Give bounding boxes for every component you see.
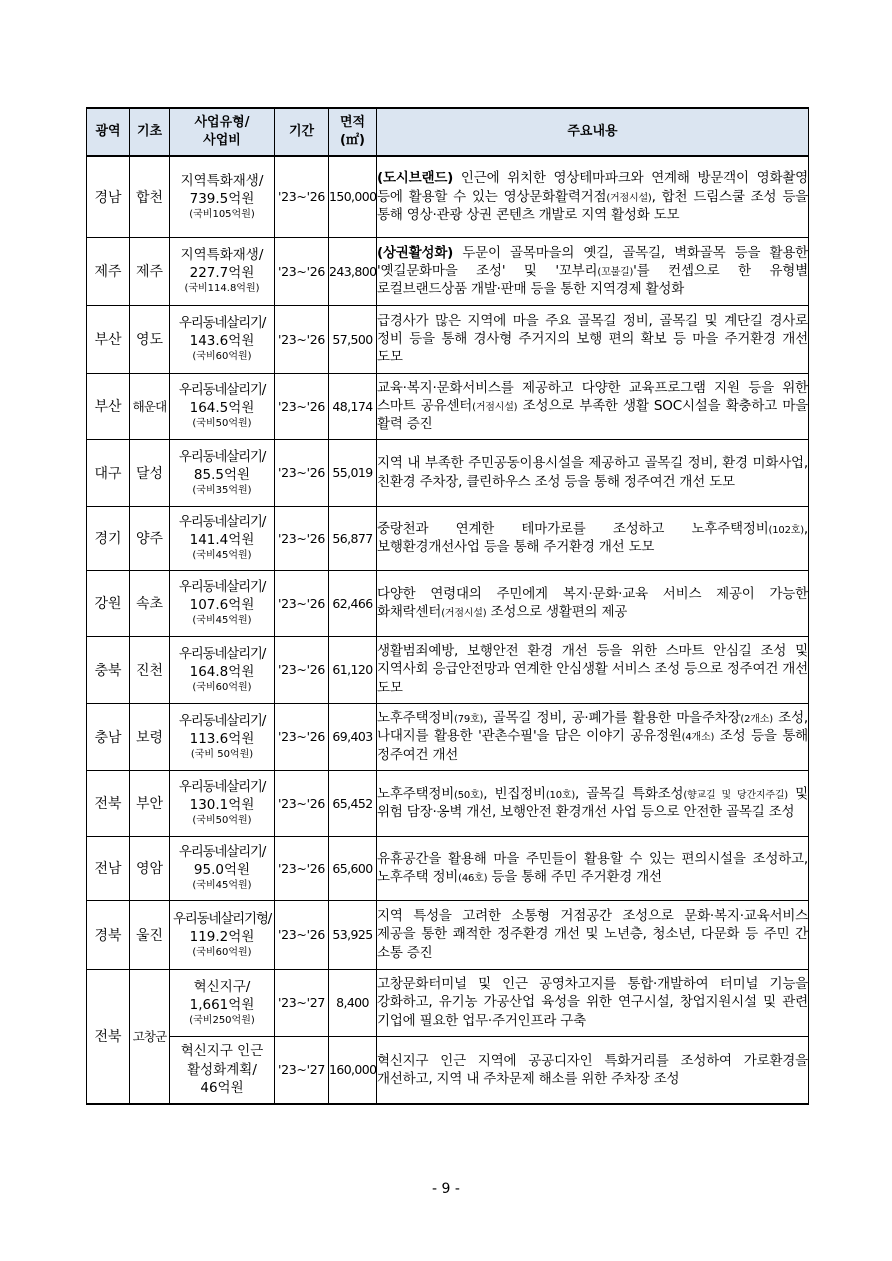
content-cell bbox=[377, 770, 809, 836]
type-label: 우리동네살리기/ bbox=[178, 712, 266, 729]
content-text: 두문이 골목마을의 옛길, 골목길, 벽화골목 등을 활용한 '옛길문화마을 조성' 및 '꼬부리 bbox=[377, 244, 808, 279]
local-cell: 제주 bbox=[130, 237, 170, 305]
type-label: 우리동네살리기/ bbox=[178, 579, 266, 596]
type-cell bbox=[170, 373, 275, 439]
content-text: 다양한 연령대의 주민에게 복지·문화·교육 서비스 제공이 가능한 화채락센터 bbox=[377, 585, 808, 620]
type-cell bbox=[170, 770, 275, 836]
content-cell bbox=[377, 156, 809, 237]
content-text: 교육·복지·문화서비스를 제공하고 다양한 교육프로그램 지원 등을 위한 스마트 공유센터 bbox=[377, 379, 808, 414]
cost-label: 1,661억원 bbox=[189, 996, 255, 1013]
local-cell: 울진 bbox=[130, 900, 170, 969]
period-cell: '23~'26 bbox=[275, 770, 329, 836]
period-cell: '23~'27 bbox=[275, 969, 329, 1036]
local-cell: 속초 bbox=[130, 570, 170, 636]
cost-label: 141.4억원 bbox=[189, 532, 255, 549]
type-label: 우리동네살리기/ bbox=[178, 779, 266, 796]
content-text: 급경사가 많은 지역에 마을 주요 골목길 정비, 골목길 및 계단길 경사로 정비 등을 통해 경사형 주거지의 보행 편의 확보 등 마을 주거환경 개선 도모 bbox=[377, 312, 808, 366]
content-text: 생활범죄예방, 보행안전 환경 개선 등을 위한 스마트 안심길 조성 및 지역사회 응급안전망과 연계한 안심생활 서비스 조성 등으로 정주여건 개선 도모 bbox=[377, 643, 808, 696]
area-cell: 56,877 bbox=[329, 506, 377, 570]
national-label: (국비 50억원) bbox=[190, 748, 254, 760]
type-cell bbox=[170, 305, 275, 373]
national-label: (국비60억원) bbox=[192, 351, 252, 363]
cost-label: 85.5억원 bbox=[193, 466, 251, 483]
header-period: 기간 bbox=[275, 108, 329, 156]
content-cell: 혁신지구 인근 지역에 공공디자인 특화거리를 조성하여 가로환경을 개선하고, 지역 내 주차문제 해소를 위한 주차장 조성 bbox=[377, 1036, 809, 1104]
period-cell: '23~'26 bbox=[275, 703, 329, 770]
local-cell: 영도 bbox=[130, 305, 170, 373]
region-cell: 부산 bbox=[87, 373, 130, 439]
content-text: 및 위험 담장·옹벽 개선, 보행안전 환경개선 사업 등으로 안전한 골목길 조성 bbox=[377, 785, 808, 820]
type-label: 우리동네살리기/ bbox=[178, 645, 266, 662]
content-text: 지역 내 부족한 주민공동이용시설을 제공하고 골목길 정비, 환경 미화사업, 친환경 주차장, 클린하우스 조성 등을 통해 정주여건 개선 도모 bbox=[377, 455, 808, 490]
local-cell: 달성 bbox=[130, 439, 170, 506]
area-cell: 65,452 bbox=[329, 770, 377, 836]
content-note: (50호) bbox=[454, 789, 484, 801]
type-cell bbox=[170, 900, 275, 969]
area-cell: 150,000 bbox=[329, 156, 377, 237]
header-region: 광역 bbox=[87, 108, 130, 156]
table-row bbox=[87, 770, 809, 836]
table-row bbox=[87, 373, 809, 439]
table-row bbox=[87, 237, 809, 305]
content-text: 노후주택정비 bbox=[377, 710, 455, 727]
region-cell: 대구 bbox=[87, 439, 130, 506]
cost-label: 227.7억원 bbox=[189, 265, 255, 282]
type-label: 우리동네살리기/ bbox=[178, 514, 266, 531]
cost-label: 130.1억원 bbox=[189, 797, 255, 814]
type-cell bbox=[170, 506, 275, 570]
table-row bbox=[87, 1036, 809, 1104]
type-label: 우리동네살리기형/ bbox=[172, 910, 272, 927]
content-text: 지역 특성을 고려한 소통형 거점공간 조성으로 문화·복지·교육서비스 제공을 통한 쾌적한 정주환경 개선 및 노년층, 청소년, 다문화 등 주민 간 소통 증진 bbox=[377, 908, 808, 961]
content-text: , 빈집정비 bbox=[483, 785, 546, 802]
content-text: 중랑천과 연계한 테마가로를 조성하고 노후주택정비 bbox=[377, 520, 769, 537]
content-note: (102호) bbox=[768, 524, 804, 536]
table-header-row bbox=[87, 108, 809, 156]
local-cell: 해운대 bbox=[130, 373, 170, 439]
type-label: 혁신지구 인근 bbox=[180, 1043, 264, 1060]
region-cell: 전남 bbox=[87, 836, 130, 900]
table-row bbox=[87, 703, 809, 770]
cost-label: 107.6억원 bbox=[189, 597, 255, 614]
table-row bbox=[87, 836, 809, 900]
content-note: (4개소) bbox=[681, 732, 715, 744]
national-label: (국비45억원) bbox=[192, 880, 252, 892]
table-row bbox=[87, 305, 809, 373]
type-label: 우리동네살리기/ bbox=[178, 844, 266, 861]
content-cell bbox=[377, 570, 809, 636]
page-number: - 9 - bbox=[432, 1181, 460, 1197]
period-cell: '23~'26 bbox=[275, 900, 329, 969]
national-label: (국비50억원) bbox=[192, 418, 252, 430]
content-text: , 골목길 특화조성 bbox=[575, 785, 684, 802]
content-cell: 고창문화터미널 및 인근 공영차고지를 통합·개발하여 터미널 기능을 강화하고, 유기농 가공산업 육성을 위한 연구시설, 창업지원시설 및 관련 기업에 필요한 업무·주거인프라 구축 bbox=[377, 969, 809, 1036]
project-table bbox=[86, 107, 809, 1105]
area-cell: 65,600 bbox=[329, 836, 377, 900]
content-cell bbox=[377, 237, 809, 305]
type-cell bbox=[170, 570, 275, 636]
local-cell: 합천 bbox=[130, 156, 170, 237]
local-cell: 보령 bbox=[130, 703, 170, 770]
local-cell: 영암 bbox=[130, 836, 170, 900]
national-label: (국비105억원) bbox=[189, 209, 255, 221]
content-text: 조성 등을 통해 정주여건 개선 bbox=[377, 728, 809, 763]
local-cell: 부안 bbox=[130, 770, 170, 836]
period-cell: '23~'26 bbox=[275, 836, 329, 900]
table-row bbox=[87, 900, 809, 969]
content-note: (향교길 및 당간지주길) bbox=[683, 789, 788, 801]
type-label: 우리동네살리기/ bbox=[178, 382, 266, 399]
type-cell bbox=[170, 703, 275, 770]
area-cell: 53,925 bbox=[329, 900, 377, 969]
cost-label: 164.5억원 bbox=[189, 400, 255, 417]
type-cell bbox=[170, 969, 275, 1036]
type-label: 우리동네살리기/ bbox=[178, 448, 266, 465]
content-cell bbox=[377, 439, 809, 506]
content-text: , 합천 드림스쿨 조성 등을 통해 영상·관광 상권 콘텐츠 개발로 지역 활성화 도모 bbox=[377, 188, 808, 223]
content-cell bbox=[377, 636, 809, 703]
content-cell bbox=[377, 506, 809, 570]
cost-label: 164.8억원 bbox=[189, 663, 255, 680]
content-cell bbox=[377, 373, 809, 439]
region-cell: 제주 bbox=[87, 237, 130, 305]
area-cell: 8,400 bbox=[329, 969, 377, 1036]
table-row bbox=[87, 636, 809, 703]
cost-label: 739.5억원 bbox=[189, 191, 255, 207]
content-text: 등을 통해 주민 주거환경 개선 bbox=[487, 869, 662, 885]
cost-label: 119.2억원 bbox=[189, 928, 255, 945]
region-cell: 경기 bbox=[87, 506, 130, 570]
area-cell: 160,000 bbox=[329, 1036, 377, 1104]
content-note: (거점시설) bbox=[606, 192, 652, 204]
period-cell: '23~'26 bbox=[275, 373, 329, 439]
table-row bbox=[87, 969, 809, 1036]
type-label: 활성화계획/ bbox=[187, 1061, 257, 1078]
cost-label: 95.0억원 bbox=[193, 862, 251, 879]
region-cell: 전북 bbox=[87, 969, 130, 1104]
region-cell: 부산 bbox=[87, 305, 130, 373]
table-row bbox=[87, 570, 809, 636]
content-note: (10호) bbox=[545, 789, 576, 801]
local-cell: 고창군 bbox=[130, 969, 170, 1104]
type-cell bbox=[170, 1036, 275, 1104]
type-cell bbox=[170, 156, 275, 237]
table-row bbox=[87, 439, 809, 506]
local-cell: 진천 bbox=[130, 636, 170, 703]
period-cell: '23~'26 bbox=[275, 506, 329, 570]
national-label: (국비50억원) bbox=[192, 815, 252, 827]
period-cell: '23~'26 bbox=[275, 636, 329, 703]
content-text: '를 컨셉으로 한 유형별 로컬브랜드상품 개발·판매 등을 통한 지역경제 활성화 bbox=[377, 262, 808, 298]
region-cell: 경북 bbox=[87, 900, 130, 969]
content-text: 조성으로 부족한 생활 SOC시설을 확충하고 마을 활력 증진 bbox=[377, 397, 808, 433]
region-cell: 전북 bbox=[87, 770, 130, 836]
cost-label: 143.6억원 bbox=[189, 333, 255, 350]
local-cell: 양주 bbox=[130, 506, 170, 570]
area-cell: 55,019 bbox=[329, 439, 377, 506]
header-type: 사업유형/ 사업비 bbox=[170, 108, 275, 156]
type-cell bbox=[170, 636, 275, 703]
content-note: (꼬불길) bbox=[597, 266, 634, 278]
region-cell: 충북 bbox=[87, 636, 130, 703]
cost-label: 46억원 bbox=[200, 1079, 244, 1096]
table-row bbox=[87, 156, 809, 237]
content-note: (거점시설) bbox=[472, 401, 518, 413]
national-label: (국비250억원) bbox=[189, 1014, 255, 1026]
national-label: (국비45억원) bbox=[192, 550, 252, 562]
type-label: 우리동네살리기/ bbox=[178, 315, 266, 332]
period-cell: '23~'26 bbox=[275, 570, 329, 636]
region-cell: 경남 bbox=[87, 156, 130, 237]
content-note: (거점시설) bbox=[441, 608, 487, 619]
header-area: 면적 (㎡) bbox=[329, 108, 377, 156]
period-cell: '23~'27 bbox=[275, 1036, 329, 1104]
content-cell bbox=[377, 836, 809, 900]
content-note: (2개소) bbox=[740, 714, 773, 726]
content-text: 조성으로 생활편의 제공 bbox=[486, 604, 628, 620]
area-cell: 69,403 bbox=[329, 703, 377, 770]
type-label: 지역특화재생/ bbox=[180, 247, 264, 264]
type-label: 혁신지구/ bbox=[193, 978, 251, 995]
content-text: 인근에 위치한 영상테마파크와 연계해 방문객이 영화촬영 등에 활용할 수 있는 영상문화활력거점 bbox=[377, 170, 808, 205]
type-label: 지역특화재생/ bbox=[180, 172, 264, 189]
content-text: , 보행환경개선사업 등을 통해 주거환경 개선 도모 bbox=[377, 520, 808, 555]
area-cell: 62,466 bbox=[329, 570, 377, 636]
national-label: (국비114.8억원) bbox=[184, 283, 260, 295]
content-lead: (상권활성화) bbox=[377, 244, 454, 261]
area-cell: 48,174 bbox=[329, 373, 377, 439]
type-cell bbox=[170, 836, 275, 900]
period-cell: '23~'26 bbox=[275, 305, 329, 373]
content-cell bbox=[377, 703, 809, 770]
region-cell: 충남 bbox=[87, 703, 130, 770]
content-text: , 골목길 정비, 공·폐가를 활용한 마을주차장 bbox=[483, 710, 741, 727]
national-label: (국비35억원) bbox=[192, 484, 252, 496]
header-local: 기초 bbox=[130, 108, 170, 156]
period-cell: '23~'26 bbox=[275, 237, 329, 305]
content-lead: (도시브랜드) bbox=[377, 170, 454, 187]
national-label: (국비45억원) bbox=[192, 615, 252, 627]
period-cell: '23~'26 bbox=[275, 439, 329, 506]
cost-label: 113.6억원 bbox=[189, 730, 255, 747]
region-cell: 강원 bbox=[87, 570, 130, 636]
type-cell bbox=[170, 237, 275, 305]
national-label: (국비60억원) bbox=[192, 681, 252, 693]
content-note: (46호) bbox=[458, 873, 488, 884]
content-text: 노후주택정비 bbox=[377, 785, 455, 802]
area-cell: 243,800 bbox=[329, 237, 377, 305]
header-content: 주요내용 bbox=[377, 108, 809, 156]
area-cell: 61,120 bbox=[329, 636, 377, 703]
period-cell: '23~'26 bbox=[275, 156, 329, 237]
area-cell: 57,500 bbox=[329, 305, 377, 373]
content-note: (79호) bbox=[454, 714, 484, 726]
table-row bbox=[87, 506, 809, 570]
content-cell bbox=[377, 900, 809, 969]
content-text: 조성, 나대지를 활용한 '관촌수필'을 담은 이야기 공유정원 bbox=[377, 710, 808, 745]
content-cell bbox=[377, 305, 809, 373]
national-label: (국비60억원) bbox=[192, 946, 252, 958]
content-text: 유휴공간을 활용해 마을 주민들이 활용할 수 있는 편의시설을 조성하고, 노후주택 정비 bbox=[377, 850, 808, 885]
type-cell bbox=[170, 439, 275, 506]
